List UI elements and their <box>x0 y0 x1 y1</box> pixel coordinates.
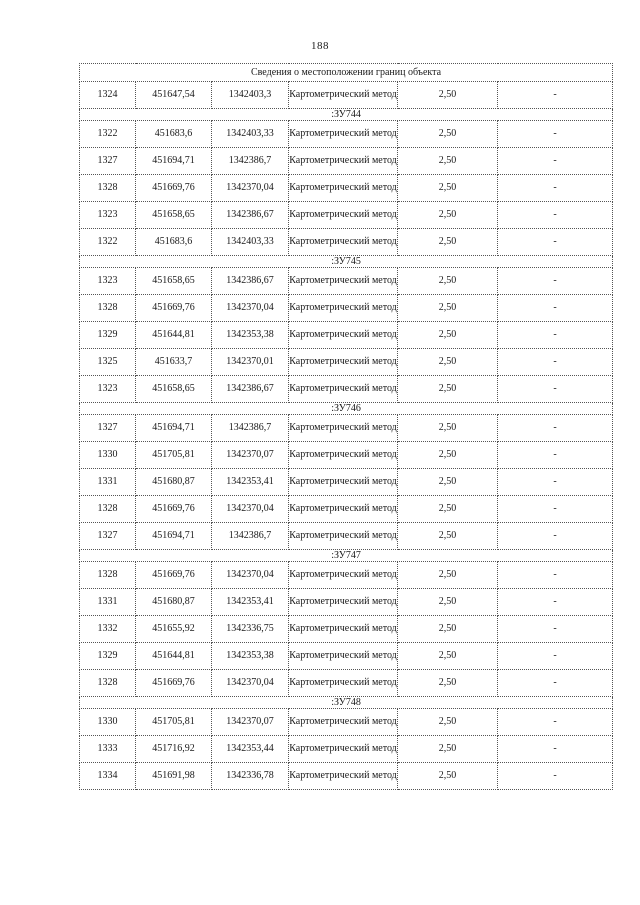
y-coordinate-cell: 1342370,07 <box>212 442 289 469</box>
method-cell: Картометрический метод <box>289 496 398 523</box>
y-coordinate-cell: 1342370,04 <box>212 496 289 523</box>
y-coordinate-cell: 1342353,38 <box>212 643 289 670</box>
description-cell: - <box>498 442 613 469</box>
y-coordinate-cell: 1342370,04 <box>212 670 289 697</box>
table-row <box>80 496 613 523</box>
table-row <box>80 148 613 175</box>
point-number-cell: 1330 <box>80 442 136 469</box>
accuracy-cell: 2,50 <box>398 82 498 109</box>
x-coordinate-cell: 451691,98 <box>136 763 212 790</box>
x-coordinate-cell: 451683,6 <box>136 229 212 256</box>
method-cell: Картометрический метод <box>289 349 398 376</box>
method-cell: Картометрический метод <box>289 295 398 322</box>
section-label: :ЗУ746 <box>80 403 613 415</box>
y-coordinate-cell: 1342353,41 <box>212 589 289 616</box>
accuracy-cell: 2,50 <box>398 763 498 790</box>
point-number-cell: 1328 <box>80 295 136 322</box>
boundary-points-table <box>79 63 613 790</box>
table-row <box>80 175 613 202</box>
section-header-row <box>80 550 613 562</box>
point-number-cell: 1323 <box>80 202 136 229</box>
description-cell: - <box>498 349 613 376</box>
description-cell: - <box>498 229 613 256</box>
method-cell: Картометрический метод <box>289 469 398 496</box>
point-number-cell: 1328 <box>80 562 136 589</box>
method-cell: Картометрический метод <box>289 82 398 109</box>
point-number-cell: 1330 <box>80 709 136 736</box>
accuracy-cell: 2,50 <box>398 376 498 403</box>
x-coordinate-cell: 451669,76 <box>136 496 212 523</box>
method-cell: Картометрический метод <box>289 268 398 295</box>
table-row <box>80 349 613 376</box>
table-row <box>80 616 613 643</box>
y-coordinate-cell: 1342370,01 <box>212 349 289 376</box>
x-coordinate-cell: 451644,81 <box>136 643 212 670</box>
y-coordinate-cell: 1342403,33 <box>212 121 289 148</box>
x-coordinate-cell: 451644,81 <box>136 322 212 349</box>
point-number-cell: 1325 <box>80 349 136 376</box>
accuracy-cell: 2,50 <box>398 175 498 202</box>
point-number-cell: 1327 <box>80 523 136 550</box>
accuracy-cell: 2,50 <box>398 148 498 175</box>
description-cell: - <box>498 148 613 175</box>
method-cell: Картометрический метод <box>289 523 398 550</box>
method-cell: Картометрический метод <box>289 736 398 763</box>
y-coordinate-cell: 1342386,67 <box>212 268 289 295</box>
y-coordinate-cell: 1342370,07 <box>212 709 289 736</box>
y-coordinate-cell: 1342336,78 <box>212 763 289 790</box>
accuracy-cell: 2,50 <box>398 589 498 616</box>
point-number-cell: 1331 <box>80 469 136 496</box>
table-row <box>80 643 613 670</box>
accuracy-cell: 2,50 <box>398 709 498 736</box>
accuracy-cell: 2,50 <box>398 229 498 256</box>
point-number-cell: 1322 <box>80 121 136 148</box>
description-cell: - <box>498 415 613 442</box>
section-label: :ЗУ748 <box>80 697 613 709</box>
accuracy-cell: 2,50 <box>398 469 498 496</box>
y-coordinate-cell: 1342386,7 <box>212 523 289 550</box>
description-cell: - <box>498 670 613 697</box>
method-cell: Картометрический метод <box>289 322 398 349</box>
method-cell: Картометрический метод <box>289 148 398 175</box>
method-cell: Картометрический метод <box>289 616 398 643</box>
description-cell: - <box>498 295 613 322</box>
description-cell: - <box>498 496 613 523</box>
accuracy-cell: 2,50 <box>398 562 498 589</box>
x-coordinate-cell: 451705,81 <box>136 709 212 736</box>
table-row <box>80 202 613 229</box>
description-cell: - <box>498 589 613 616</box>
accuracy-cell: 2,50 <box>398 121 498 148</box>
y-coordinate-cell: 1342353,44 <box>212 736 289 763</box>
x-coordinate-cell: 451658,65 <box>136 202 212 229</box>
table-row <box>80 268 613 295</box>
table-row <box>80 121 613 148</box>
section-header-row <box>80 109 613 121</box>
method-cell: Картометрический метод <box>289 643 398 670</box>
point-number-cell: 1323 <box>80 376 136 403</box>
point-number-cell: 1329 <box>80 322 136 349</box>
table-row <box>80 670 613 697</box>
table-banner: Сведения о местоположении границ объекта <box>80 64 613 82</box>
accuracy-cell: 2,50 <box>398 295 498 322</box>
description-cell: - <box>498 469 613 496</box>
point-number-cell: 1324 <box>80 82 136 109</box>
method-cell: Картометрический метод <box>289 175 398 202</box>
table-row <box>80 376 613 403</box>
y-coordinate-cell: 1342403,33 <box>212 229 289 256</box>
x-coordinate-cell: 451694,71 <box>136 148 212 175</box>
point-number-cell: 1331 <box>80 589 136 616</box>
x-coordinate-cell: 451716,92 <box>136 736 212 763</box>
table-row <box>80 295 613 322</box>
description-cell: - <box>498 643 613 670</box>
x-coordinate-cell: 451655,92 <box>136 616 212 643</box>
y-coordinate-cell: 1342386,67 <box>212 202 289 229</box>
section-header-row <box>80 256 613 268</box>
accuracy-cell: 2,50 <box>398 496 498 523</box>
table-row <box>80 523 613 550</box>
y-coordinate-cell: 1342386,7 <box>212 148 289 175</box>
method-cell: Картометрический метод <box>289 442 398 469</box>
table-row <box>80 82 613 109</box>
section-label: :ЗУ744 <box>80 109 613 121</box>
point-number-cell: 1322 <box>80 229 136 256</box>
description-cell: - <box>498 82 613 109</box>
method-cell: Картометрический метод <box>289 229 398 256</box>
section-label: :ЗУ747 <box>80 550 613 562</box>
method-cell: Картометрический метод <box>289 415 398 442</box>
x-coordinate-cell: 451683,6 <box>136 121 212 148</box>
x-coordinate-cell: 451680,87 <box>136 469 212 496</box>
method-cell: Картометрический метод <box>289 670 398 697</box>
point-number-cell: 1327 <box>80 415 136 442</box>
y-coordinate-cell: 1342370,04 <box>212 562 289 589</box>
x-coordinate-cell: 451680,87 <box>136 589 212 616</box>
y-coordinate-cell: 1342353,38 <box>212 322 289 349</box>
point-number-cell: 1329 <box>80 643 136 670</box>
y-coordinate-cell: 1342386,7 <box>212 415 289 442</box>
x-coordinate-cell: 451647,54 <box>136 82 212 109</box>
y-coordinate-cell: 1342370,04 <box>212 175 289 202</box>
accuracy-cell: 2,50 <box>398 523 498 550</box>
y-coordinate-cell: 1342336,75 <box>212 616 289 643</box>
y-coordinate-cell: 1342403,3 <box>212 82 289 109</box>
accuracy-cell: 2,50 <box>398 442 498 469</box>
x-coordinate-cell: 451705,81 <box>136 442 212 469</box>
section-label: :ЗУ745 <box>80 256 613 268</box>
method-cell: Картометрический метод <box>289 589 398 616</box>
method-cell: Картометрический метод <box>289 763 398 790</box>
point-number-cell: 1323 <box>80 268 136 295</box>
description-cell: - <box>498 523 613 550</box>
table-body <box>80 64 613 790</box>
x-coordinate-cell: 451669,76 <box>136 295 212 322</box>
table-row <box>80 709 613 736</box>
point-number-cell: 1332 <box>80 616 136 643</box>
description-cell: - <box>498 736 613 763</box>
x-coordinate-cell: 451669,76 <box>136 562 212 589</box>
method-cell: Картометрический метод <box>289 376 398 403</box>
description-cell: - <box>498 202 613 229</box>
accuracy-cell: 2,50 <box>398 643 498 670</box>
point-number-cell: 1333 <box>80 736 136 763</box>
accuracy-cell: 2,50 <box>398 415 498 442</box>
page-number: 188 <box>311 40 329 52</box>
table-row <box>80 229 613 256</box>
accuracy-cell: 2,50 <box>398 736 498 763</box>
method-cell: Картометрический метод <box>289 562 398 589</box>
description-cell: - <box>498 121 613 148</box>
description-cell: - <box>498 322 613 349</box>
x-coordinate-cell: 451658,65 <box>136 268 212 295</box>
table-row <box>80 763 613 790</box>
method-cell: Картометрический метод <box>289 202 398 229</box>
table-row <box>80 736 613 763</box>
method-cell: Картометрический метод <box>289 709 398 736</box>
accuracy-cell: 2,50 <box>398 268 498 295</box>
point-number-cell: 1334 <box>80 763 136 790</box>
description-cell: - <box>498 616 613 643</box>
y-coordinate-cell: 1342370,04 <box>212 295 289 322</box>
description-cell: - <box>498 562 613 589</box>
description-cell: - <box>498 268 613 295</box>
x-coordinate-cell: 451658,65 <box>136 376 212 403</box>
description-cell: - <box>498 763 613 790</box>
point-number-cell: 1328 <box>80 496 136 523</box>
table-banner-row <box>80 64 613 82</box>
x-coordinate-cell: 451633,7 <box>136 349 212 376</box>
table-row <box>80 469 613 496</box>
accuracy-cell: 2,50 <box>398 202 498 229</box>
description-cell: - <box>498 175 613 202</box>
description-cell: - <box>498 709 613 736</box>
method-cell: Картометрический метод <box>289 121 398 148</box>
point-number-cell: 1328 <box>80 670 136 697</box>
x-coordinate-cell: 451694,71 <box>136 523 212 550</box>
x-coordinate-cell: 451669,76 <box>136 670 212 697</box>
table-row <box>80 415 613 442</box>
accuracy-cell: 2,50 <box>398 322 498 349</box>
point-number-cell: 1328 <box>80 175 136 202</box>
table-row <box>80 562 613 589</box>
accuracy-cell: 2,50 <box>398 616 498 643</box>
table-row <box>80 322 613 349</box>
section-header-row <box>80 697 613 709</box>
x-coordinate-cell: 451694,71 <box>136 415 212 442</box>
y-coordinate-cell: 1342353,41 <box>212 469 289 496</box>
accuracy-cell: 2,50 <box>398 670 498 697</box>
table-row <box>80 589 613 616</box>
point-number-cell: 1327 <box>80 148 136 175</box>
y-coordinate-cell: 1342386,67 <box>212 376 289 403</box>
accuracy-cell: 2,50 <box>398 349 498 376</box>
description-cell: - <box>498 376 613 403</box>
x-coordinate-cell: 451669,76 <box>136 175 212 202</box>
table-row <box>80 442 613 469</box>
section-header-row <box>80 403 613 415</box>
